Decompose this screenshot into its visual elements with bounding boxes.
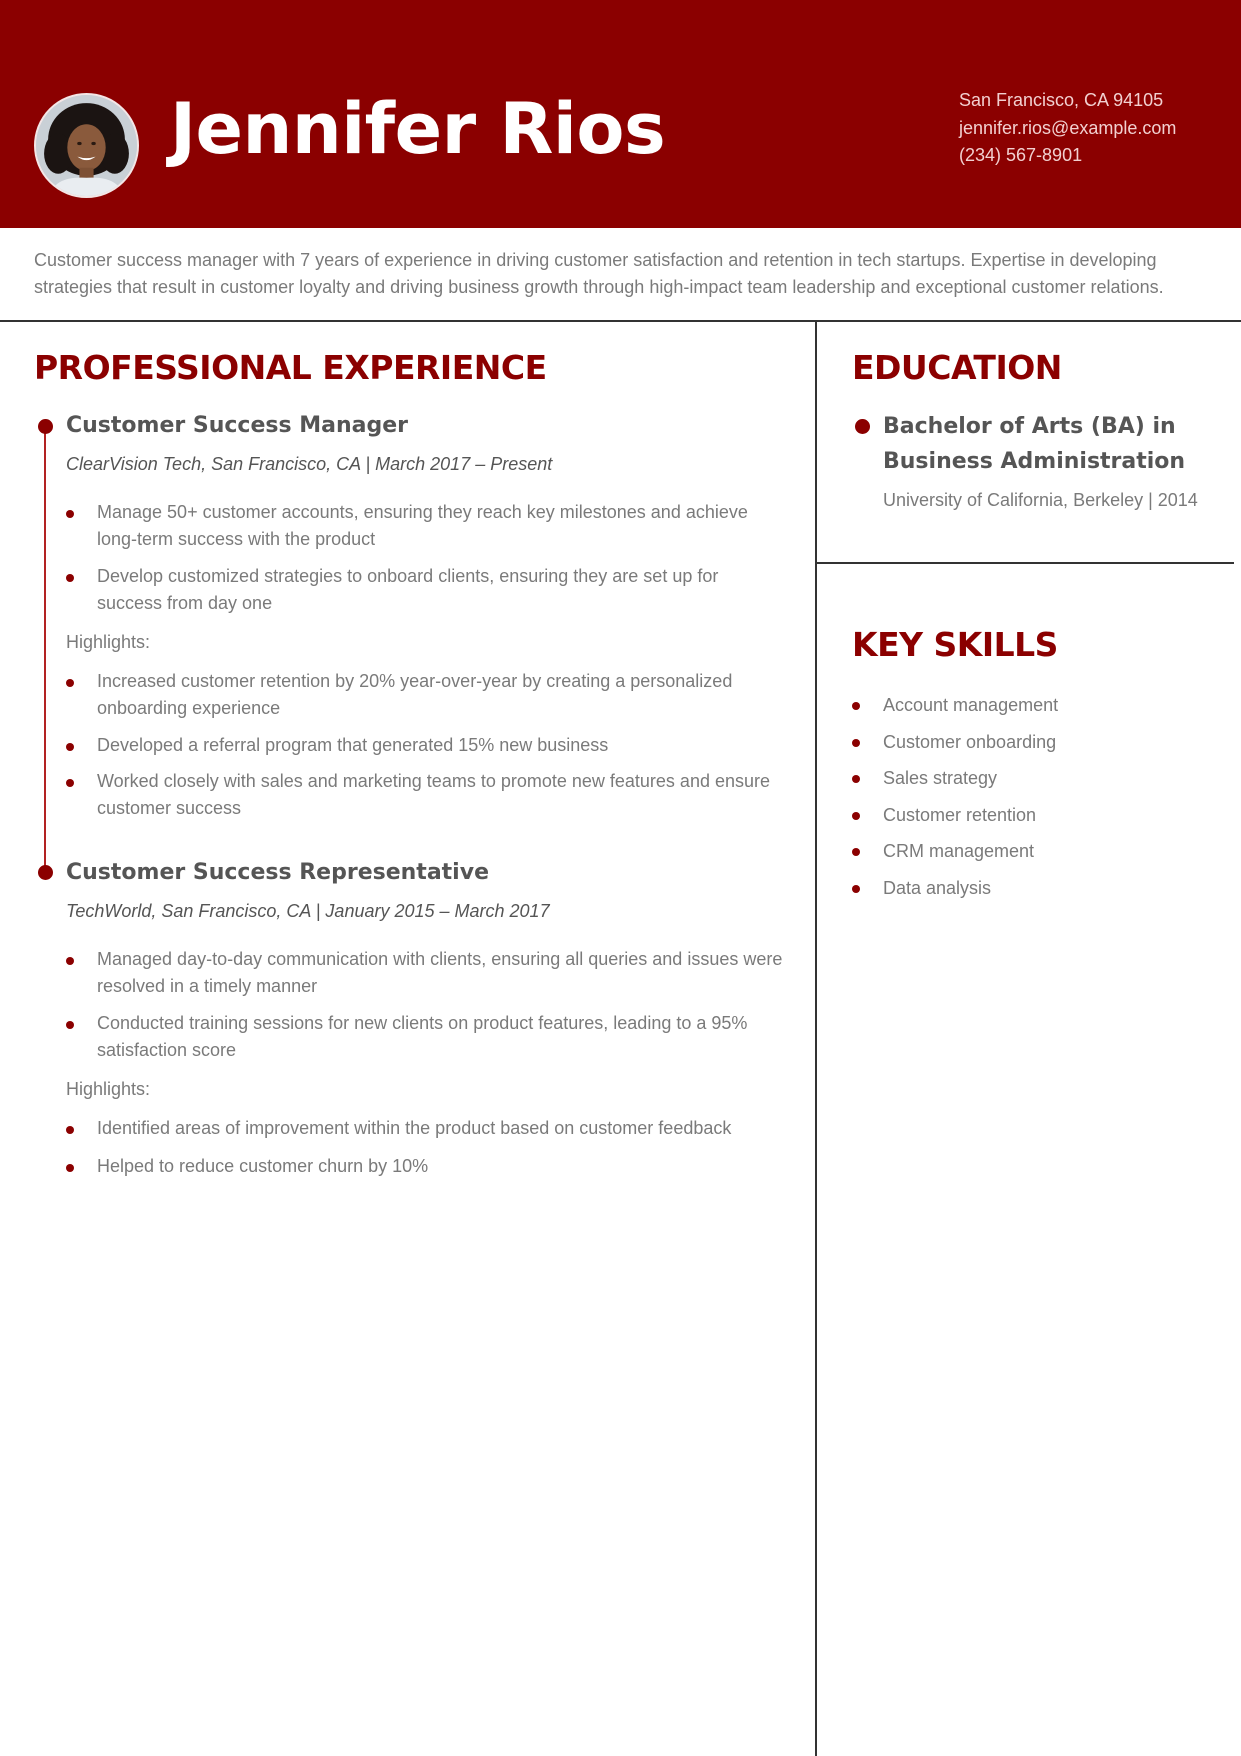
highlights-label: Highlights: bbox=[66, 632, 151, 652]
contact-info bbox=[959, 87, 1176, 170]
timeline-dot bbox=[38, 865, 53, 880]
profile-photo bbox=[34, 93, 139, 198]
list-item: Data analysis bbox=[852, 875, 1212, 901]
summary-divider bbox=[0, 320, 1241, 322]
timeline-dot bbox=[38, 419, 53, 434]
list-item: Customer onboarding bbox=[852, 729, 1212, 755]
education-heading: EDUCATION bbox=[852, 348, 1062, 387]
experience-heading: PROFESSIONAL EXPERIENCE bbox=[34, 348, 547, 387]
highlights-label: Highlights: bbox=[66, 1079, 151, 1099]
contact-location: San Francisco, CA 94105 bbox=[959, 90, 1164, 110]
bullet-icon bbox=[66, 510, 74, 518]
candidate-name: Jennifer Rios bbox=[170, 88, 666, 170]
job-highlights-list bbox=[66, 1115, 786, 1190]
experience-timeline bbox=[44, 426, 46, 872]
skills-heading: KEY SKILLS bbox=[852, 625, 1058, 664]
bullet-icon bbox=[66, 1126, 74, 1134]
contact-phone[interactable]: (234) 567-8901 bbox=[959, 145, 1083, 165]
education-school: University of California, Berkeley | 2014 bbox=[883, 490, 1198, 510]
bullet-icon bbox=[852, 812, 860, 820]
bullet-icon bbox=[852, 848, 860, 856]
bullet-icon bbox=[852, 775, 860, 783]
bullet-icon bbox=[66, 679, 74, 687]
list-item: Worked closely with sales and marketing teams to promote new features and ensure customer success bbox=[66, 768, 786, 822]
list-item: Customer retention bbox=[852, 802, 1212, 828]
column-divider bbox=[815, 321, 817, 1756]
bullet-icon bbox=[852, 739, 860, 747]
bullet-icon bbox=[66, 779, 74, 787]
job-title: Customer Success Manager bbox=[66, 413, 409, 438]
list-item: Managed day-to-day communication with clients, ensuring all queries and issues were resolved in a timely manner bbox=[66, 946, 786, 1000]
bullet-icon bbox=[66, 743, 74, 751]
bullet-icon bbox=[852, 702, 860, 710]
job-highlights-list bbox=[66, 668, 786, 832]
bullet-icon bbox=[66, 957, 74, 965]
list-item: Account management bbox=[852, 692, 1212, 718]
bullet-icon bbox=[66, 1021, 74, 1029]
education-degree: Bachelor of Arts (BA) in Business Administration bbox=[883, 414, 1186, 474]
header-banner bbox=[0, 0, 1241, 228]
profile-summary: Customer success manager with 7 years of experience in driving customer satisfaction and retention in tech startups. Expertise in developing strategies that result in customer loyalty and driving business growth through high-impact team leadership and exceptional customer relations. bbox=[34, 250, 1164, 297]
list-item: CRM management bbox=[852, 838, 1212, 864]
bullet-icon bbox=[852, 885, 860, 893]
skills-list bbox=[852, 692, 1212, 911]
list-item: Manage 50+ customer accounts, ensuring they reach key milestones and achieve long-term success with the product bbox=[66, 499, 786, 553]
list-item: Develop customized strategies to onboard clients, ensuring they are set up for success from day one bbox=[66, 563, 786, 617]
list-item: Helped to reduce customer churn by 10% bbox=[66, 1153, 786, 1180]
list-item: Conducted training sessions for new clients on product features, leading to a 95% satisfaction score bbox=[66, 1010, 786, 1064]
job-title: Customer Success Representative bbox=[66, 860, 489, 885]
job-meta: ClearVision Tech, San Francisco, CA | March 2017 – Present bbox=[66, 454, 553, 474]
list-item: Identified areas of improvement within the product based on customer feedback bbox=[66, 1115, 786, 1142]
contact-email[interactable]: jennifer.rios@example.com bbox=[959, 117, 1177, 138]
list-item: Developed a referral program that generated 15% new business bbox=[66, 732, 786, 759]
job-duties-list bbox=[66, 946, 786, 1074]
list-item: Increased customer retention by 20% year-over-year by creating a personalized onboarding experience bbox=[66, 668, 786, 722]
education-divider bbox=[816, 562, 1234, 564]
job-duties-list bbox=[66, 499, 786, 627]
bullet-icon bbox=[66, 574, 74, 582]
bullet-icon bbox=[66, 1164, 74, 1172]
avatar-photo-icon bbox=[36, 95, 137, 196]
education-dot bbox=[855, 419, 870, 434]
list-item: Sales strategy bbox=[852, 765, 1212, 791]
job-meta: TechWorld, San Francisco, CA | January 2015 – March 2017 bbox=[66, 901, 550, 921]
